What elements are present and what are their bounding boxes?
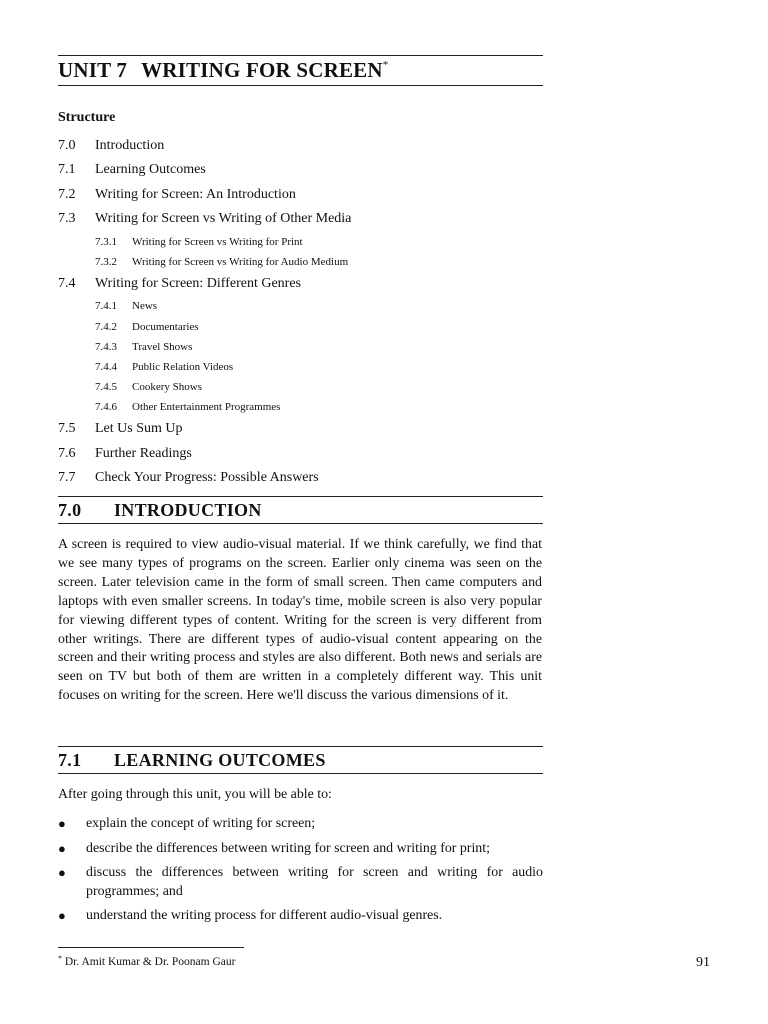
learning-outcome-text: understand the writing process for different audio-visual genres. [86,908,443,924]
page-number: 91 [696,955,710,970]
structure-heading: Structure [58,110,116,125]
toc-item-number: 7.4.3 [95,340,117,353]
toc-subitem [58,337,543,357]
unit-title-footnote-marker: * [382,59,389,71]
toc-item-number: 7.4.4 [95,360,117,373]
toc-item-text: News [132,300,158,313]
toc-subitem [58,232,543,252]
learning-outcomes-list [58,815,543,932]
unit-label: UNIT 7 [58,58,128,82]
toc-item-number: 7.4.6 [95,401,117,414]
introduction-title: INTRODUCTION [114,500,262,520]
toc-item-text: Writing for Screen vs Writing for Audio Medium [132,255,349,268]
table-of-contents [58,134,543,491]
toc-item [58,417,543,441]
outcomes-top-rule [58,746,543,747]
toc-item-text: Other Entertainment Programmes [132,401,281,414]
toc-item-number: 7.5 [58,421,76,437]
toc-item-text: Cookery Shows [132,381,202,394]
toc-item [58,134,543,158]
intro-top-rule [58,496,543,497]
toc-item-number: 7.0 [58,138,76,153]
toc-item-number: 7.7 [58,470,76,486]
toc-item-number: 7.3 [58,211,76,227]
outcomes-bottom-rule [58,773,543,774]
toc-item-number: 7.1 [58,162,76,178]
introduction-paragraph: A screen is required to view audio-visual material. If we think carefully, we find that we see many types of programs on the screen. Earlier only cinema was seen on the screen. Later television came in the form of small screen. Then came computers and laptops with even smaller screens. In today's time, mobile screen is also very popular for viewing different types of content. Writing for the screen is very different from other writings. There are different types of audio-visual content appearing on the screen and their writing process and styles are also different. Both news and serials are seen on TV but both of them are written in a completely different way. This unit focuses on writing for the screen. Here we'll discuss the various dimensions of it. [58,537,542,704]
toc-subitem [58,397,543,417]
bullet-icon: ● [58,865,66,881]
learning-outcome-text: describe the differences between writing for screen and writing for print; [86,840,490,856]
toc-item-text: Travel Shows [132,340,193,353]
toc-item-text: Public Relation Videos [132,360,234,373]
toc-item-number: 7.4.1 [95,300,117,313]
toc-subitem [58,317,543,337]
toc-subitem [58,252,543,272]
toc-item-number: 7.3.2 [95,255,117,268]
toc-item-number: 7.4.5 [95,381,117,394]
toc-item-text: Further Readings [95,445,192,461]
toc-item [58,158,543,182]
toc-item-number: 7.3.1 [95,235,117,248]
toc-item-text: Writing for Screen vs Writing for Print [132,235,303,248]
learning-outcomes-number: 7.1 [58,750,82,770]
toc-item [58,442,543,466]
footnote-rule [58,947,244,948]
toc-subitem [58,296,543,316]
toc-item [58,466,543,490]
learning-outcome-text: explain the concept of writing for screen; [86,816,316,831]
learning-outcome-text: discuss the differences between writing for screen and writing for audio programmes; and [86,865,543,899]
toc-item-text: Learning Outcomes [95,162,206,178]
toc-item-text: Documentaries [132,320,199,333]
bullet-icon: ● [58,908,66,924]
learning-outcome-item [58,815,543,834]
toc-item [58,183,543,207]
toc-item-text: Check Your Progress: Possible Answers [95,470,319,486]
intro-bottom-rule [58,523,543,524]
toc-item-number: 7.4.2 [95,320,117,333]
toc-item-text: Writing for Screen: An Introduction [95,186,296,202]
learning-outcome-item [58,907,543,926]
bullet-icon: ● [58,840,66,856]
footnote-text: Dr. Amit Kumar & Dr. Poonam Gaur [64,956,236,968]
learning-outcome-item [58,840,543,859]
toc-item-text: Writing for Screen: Different Genres [95,275,301,291]
learning-outcomes-lead: After going through this unit, you will be able to: [58,787,332,802]
toc-item [58,272,543,296]
title-bottom-rule [58,85,543,86]
learning-outcome-item [58,864,543,901]
toc-item-text: Let Us Sum Up [95,421,183,437]
footnote-marker: * [58,954,62,963]
learning-outcomes-title: LEARNING OUTCOMES [114,750,326,770]
toc-item-number: 7.4 [58,275,76,291]
introduction-number: 7.0 [58,500,82,520]
footnote [58,954,235,968]
unit-title [58,58,388,83]
toc-subitem [58,377,543,397]
toc-item-text: Introduction [95,138,165,153]
toc-item [58,207,543,231]
toc-item-text: Writing for Screen vs Writing of Other Media [95,211,352,227]
toc-item-number: 7.6 [58,445,76,461]
toc-item-number: 7.2 [58,186,76,202]
title-top-rule [58,55,543,56]
bullet-icon: ● [58,816,66,831]
toc-subitem [58,357,543,377]
unit-title-text: WRITING FOR SCREEN [141,58,383,82]
